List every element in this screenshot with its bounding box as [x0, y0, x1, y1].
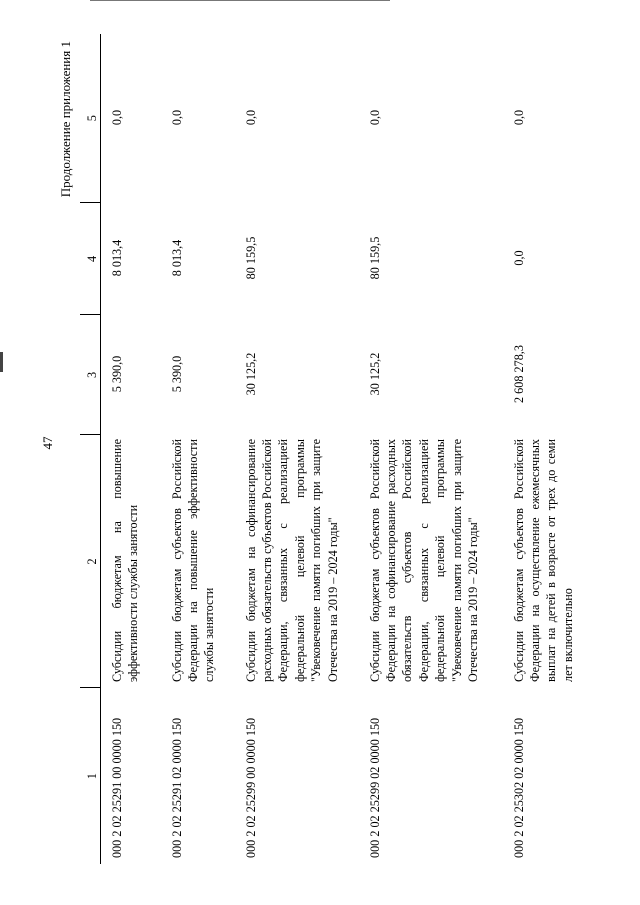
- amount-col3: 5 390,0: [110, 355, 124, 393]
- amount-col5: 0,0: [110, 109, 124, 126]
- table-row: [503, 34, 607, 864]
- column-header: 2: [80, 435, 101, 688]
- amount-col3: 5 390,0: [169, 355, 184, 393]
- amount-col5: 0,0: [367, 109, 382, 126]
- budget-code: 000 2 02 25299 00 0000 150: [243, 717, 258, 858]
- amount-col4: 0,0: [511, 250, 526, 266]
- appendix-caption: Продолжение приложения 1: [58, 41, 73, 198]
- row-description: Субсидии бюджетам субъектов Российской Федерации на осуществление ежемесячных выплат на детей в возрасте от трех до семи лет включительно: [511, 439, 575, 682]
- table-row: [359, 34, 503, 864]
- amount-col3: 2 608 278,3: [511, 345, 526, 403]
- table-row: [161, 34, 235, 864]
- column-header: 1: [80, 688, 101, 864]
- column-header: 4: [80, 203, 101, 315]
- row-description: Субсидии бюджетам на повышение эффективности службы занятости: [110, 439, 141, 682]
- budget-code: 000 2 02 25302 02 0000 150: [511, 717, 526, 858]
- table-header-row: [80, 34, 101, 864]
- amount-col5: 0,0: [169, 109, 184, 126]
- column-header: 5: [80, 34, 101, 203]
- amount-col5: 0,0: [511, 109, 526, 126]
- budget-table: [80, 34, 607, 864]
- table-row: [101, 34, 161, 864]
- row-description: Субсидии бюджетам субъектов Российской Федерации на софинансирование расходных обязательств субъектов Российской Федерации, связанных с реализацией федеральной целевой программы "Увековечение памяти погибших при защите Отечества на 2019 – 2024 годы": [367, 439, 481, 682]
- budget-code: 000 2 02 25291 02 0000 150: [169, 717, 184, 858]
- page-number: 47: [40, 436, 55, 450]
- table-row: [235, 34, 359, 864]
- row-description: Субсидии бюджетам субъектов Российской Федерации на повышение эффективности службы занятости: [169, 439, 217, 682]
- budget-code: 000 2 02 25299 02 0000 150: [367, 717, 382, 858]
- row-description: Субсидии бюджетам на софинансирование расходных обязательств субъектов Российской Федерации, связанных с реализацией федеральной целевой программы "Увековечение памяти погибших при защите Отечества на 2019 – 2024 годы": [243, 439, 340, 682]
- amount-col4: 8 013,4: [169, 239, 184, 277]
- column-header: 3: [80, 315, 101, 435]
- amount-col4: 8 013,4: [110, 239, 124, 277]
- amount-col3: 30 125,2: [367, 352, 382, 396]
- amount-col5: 0,0: [243, 109, 258, 126]
- amount-col3: 30 125,2: [243, 352, 258, 396]
- amount-col4: 80 159,5: [243, 236, 258, 280]
- budget-code: 000 2 02 25291 00 0000 150: [110, 717, 124, 858]
- amount-col4: 80 159,5: [367, 236, 382, 280]
